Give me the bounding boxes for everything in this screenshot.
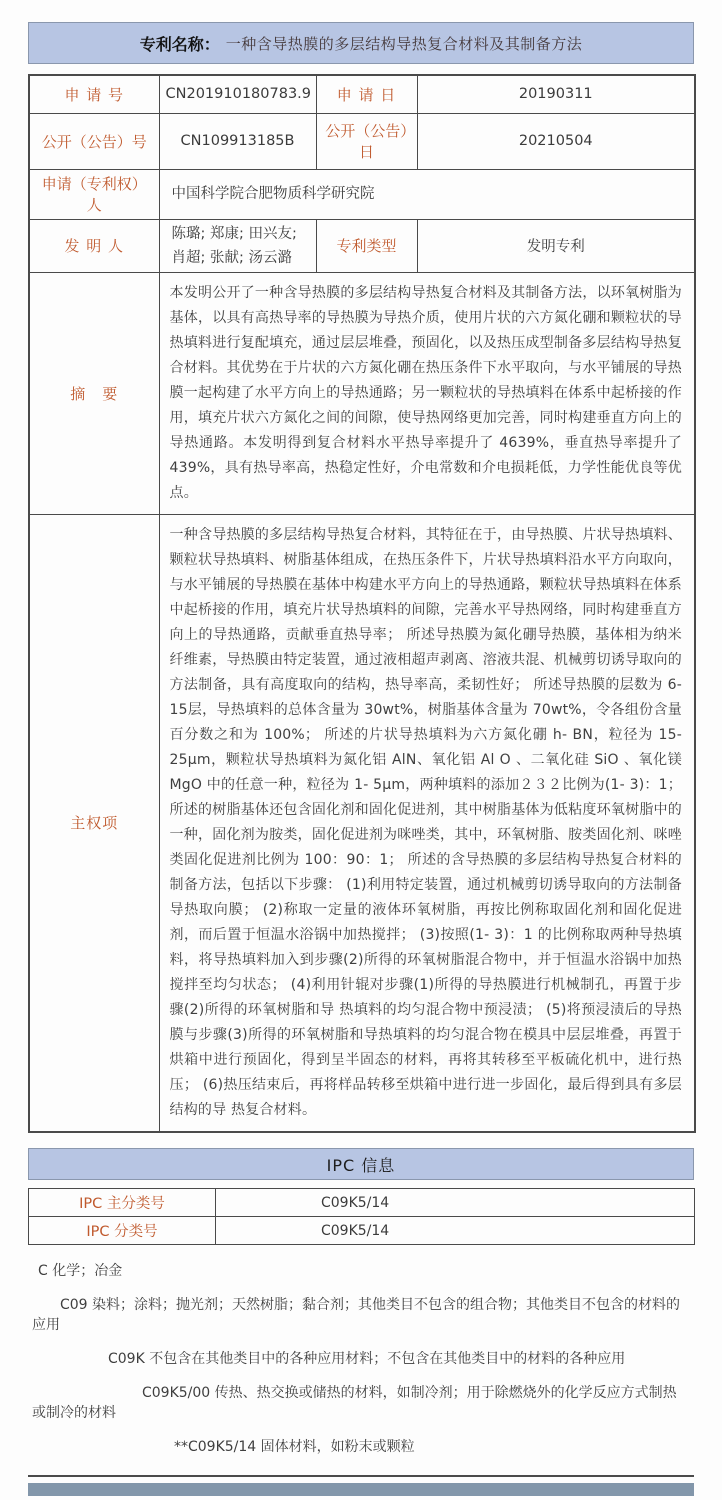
- table-row: [29, 1217, 695, 1245]
- ipc-section-header: [28, 1148, 694, 1180]
- table-row: [29, 169, 695, 219]
- ipc-header-title: IPC 信息: [326, 1155, 396, 1175]
- ipc-hierarchy-entry: C09K 不包含在其他类目中的各种应用材料；不包含在其他类目中的材料的各种应用: [108, 1351, 626, 1367]
- ipc-hierarchy-entry: C09 染料；涂料；抛光剂；天然树脂；黏合剂；其他类目不包含的组合物；其他类目不包含的材料的应用: [32, 1297, 681, 1333]
- patent-title-header: [28, 22, 694, 64]
- application-date-value: 20190311: [417, 75, 695, 113]
- table-row: [29, 113, 695, 169]
- patent-title: 一种含导热膜的多层结构导热复合材料及其制备方法: [225, 34, 583, 53]
- table-row: [29, 219, 695, 272]
- publication-date-label: 公开（公告）日: [316, 113, 417, 169]
- publication-no-label: 公开（公告）号: [29, 113, 159, 169]
- patent-type-value: 发明专利: [417, 219, 695, 272]
- ipc-hierarchy-entry: **C09K5/14 固体材料，如粉末或颗粒: [174, 1439, 415, 1455]
- inventors-value: 陈璐; 郑康; 田兴友; 肖超; 张献; 汤云潞: [159, 219, 316, 272]
- publication-no-value: CN109913185B: [159, 113, 316, 169]
- ipc-hierarchy: [28, 1245, 694, 1477]
- applicant-value: 中国科学院合肥物质科学研究院: [159, 169, 695, 219]
- ipc-class-label: IPC 分类号: [29, 1217, 216, 1245]
- ipc-class-table: [28, 1188, 695, 1245]
- applicant-label: 申请（专利权）人: [29, 169, 159, 219]
- application-no-value: CN201910180783.9: [159, 75, 316, 113]
- document-content: [28, 22, 694, 1496]
- publication-date-value: 20210504: [417, 113, 695, 169]
- patent-title-label: 专利名称：: [139, 34, 220, 54]
- ipc-class-value: C09K5/14: [216, 1217, 695, 1245]
- claim-label: 主权项: [29, 514, 159, 1132]
- table-row: [29, 272, 695, 514]
- table-row: [29, 514, 695, 1132]
- abstract-text: 本发明公开了一种含导热膜的多层结构导热复合材料及其制备方法，以环氧树脂为基体，以具有高热导率的导热膜为导热介质，使用片状的六方氮化硼和颗粒状的导热填料进行复配填充，通过层层堆叠，预固化，以及热压成型制备多层结构导热复合材料。其优势在于片状的六方氮化硼在热压条件下水平取向，与水平铺展的导热膜一起构建了水平方向上的导热通路；另一颗粒状的导热填料在体系中起桥接的作用，填充片状六方氮化之间的间隙，使导热网络更加完善，同时构建垂直方向上的导热通路。本发明得到复合材料水平热导率提升了 4639%，垂直热导率提升了 439%，具有热导率高，热稳定性好，介电常数和介电损耗低，力学性能优良等优点。: [159, 272, 695, 514]
- table-row: [29, 75, 695, 113]
- ipc-main-class-label: IPC 主分类号: [29, 1189, 216, 1217]
- abstract-label: 摘 要: [29, 272, 159, 514]
- patent-type-label: 专利类型: [316, 219, 417, 272]
- inventors-label: 发 明 人: [29, 219, 159, 272]
- ipc-main-class-value: C09K5/14: [216, 1189, 695, 1217]
- claim-text: 一种含导热膜的多层结构导热复合材料，其特征在于，由导热膜、片状导热填料、颗粒状导热填料、树脂基体组成，在热压条件下，片状导热填料沿水平方向取向，与水平铺展的导热膜在基体中构建水平方向上的导热通路，颗粒状导热填料在体系中起桥接的作用，填充片状导热填料的间隙，完善水平导热网络，同时构建垂直方向上的导热通路，贡献垂直热导率； 所述导热膜为氮化硼导热膜，基体相为纳米纤维素，导热膜由特定装置，通过液相超声剥离、溶液共混、机械剪切诱导取向的方法制备，具有高度取向的结构，热导率高，柔韧性好； 所述导热膜的层数为 6- 15层，导热填料的总体含量为 30wt%，树脂基体含量为 70wt%，令各组份含量百分数之和为 100%； 所述的片状导热填料为六方氮化硼 h- BN，粒径为 15- 25μm，颗粒状导热填料为氮化铝 AlN、氧化铝 Al O 、二氧化硅 SiO 、氧化镁 MgO 中的任意一种，粒径为 1- 5μm，两种填料的添加２３２比例为(1- 3)：1； 所述的树脂基体还包含固化剂和固化促进剂，其中树脂基体为低粘度环氧树脂中的一种，固化剂为胺类，固化促进剂为咪唑类，其中，环氧树脂、胺类固化剂、咪唑类固化促进剂比例为 100：90：1； 所述的含导热膜的多层结构导热复合材料的制备方法，包括以下步骤： (1)利用特定装置，通过机械剪切诱导取向的方法制备导热取向膜； (2)称取一定量的液体环氧树脂，再按比例称取固化剂和固化促进剂，而后置于恒温水浴锅中加热搅拌； (3)按照(1- 3)：1 的比例称取两种导热填料，将导热填料加入到步骤(2)所得的环氧树脂混合物中，并于恒温水浴锅中加热搅拌至均匀状态； (4)利用针辊对步骤(1)所得的导热膜进行机械制孔，再置于步骤(2)所得的环氧树脂和导 热填料的均匀混合物中预浸渍； (5)将预浸渍后的导热膜与步骤(3)所得的环氧树脂和导热填料的均匀混合物在模具中层层堆叠，再置于烘箱中进行预固化，得到呈半固态的材料，再将其转移至平板硫化机中，进行热压； (6)热压结束后，再将样品转移至烘箱中进行进一步固化，最后得到具有多层结构的导 热复合材料。: [159, 514, 695, 1132]
- footer-section-bar: [28, 1483, 694, 1496]
- ipc-hierarchy-entry: C09K5/00 传热、热交换或储热的材料，如制冷剂；用于除燃烧外的化学反应方式制热或制冷的材料: [32, 1385, 677, 1421]
- application-no-label: 申 请 号: [29, 75, 159, 113]
- patent-info-table: [28, 74, 696, 1133]
- ipc-hierarchy-entry: C 化学；冶金: [38, 1263, 123, 1279]
- table-row: [29, 1189, 695, 1217]
- application-date-label: 申 请 日: [316, 75, 417, 113]
